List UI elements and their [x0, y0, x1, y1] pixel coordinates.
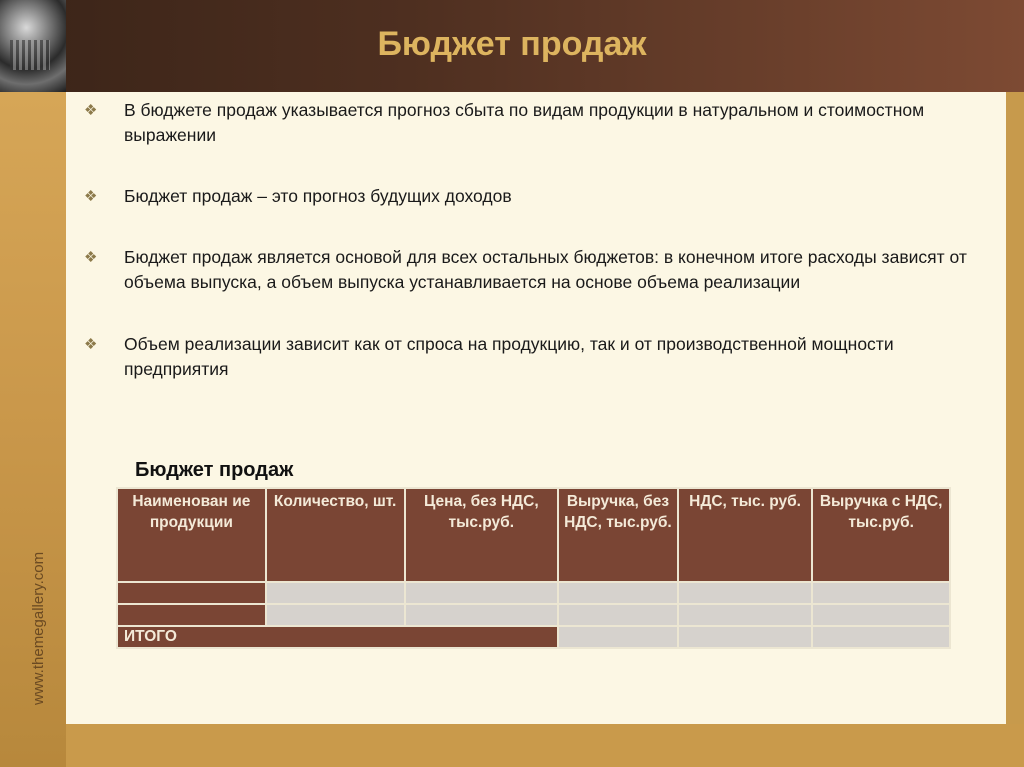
table-cell — [266, 582, 405, 604]
bullet-text: Бюджет продаж – это прогноз будущих доходов — [124, 186, 512, 206]
table-cell — [678, 582, 813, 604]
column-header: Цена, без НДС, тыс.руб. — [405, 488, 559, 582]
total-label: ИТОГО — [117, 626, 558, 648]
table-cell — [558, 604, 678, 626]
bullet-text: Бюджет продаж является основой для всех остальных бюджетов: в конечном итоге расходы зависят от объема выпуска, а объем выпуска устанавливается на основе объема реализации — [124, 247, 967, 292]
bullet-list — [84, 98, 984, 382]
slide-title: Бюджет продаж — [377, 25, 647, 63]
bullet-item — [84, 184, 984, 209]
table-cell — [678, 626, 813, 648]
table-cell — [558, 626, 678, 648]
table-row — [117, 582, 950, 604]
bullet-item — [84, 98, 984, 148]
table-cell — [678, 604, 813, 626]
table-total-row — [117, 626, 950, 648]
bullet-text: Объем реализации зависит как от спроса на продукцию, так и от производственной мощности предприятия — [124, 334, 894, 379]
column-header: Наименован ие продукции — [117, 488, 266, 582]
budget-table — [116, 487, 951, 649]
diamond-bullet-icon: ❖ — [84, 102, 98, 119]
column-header: Количество, шт. — [266, 488, 405, 582]
watermark: www.themegallery.com — [30, 551, 47, 705]
diamond-bullet-icon: ❖ — [84, 188, 98, 205]
table-cell — [266, 604, 405, 626]
right-band — [1006, 92, 1024, 767]
table-cell — [812, 604, 950, 626]
bullet-text: В бюджете продаж указывается прогноз сбыта по видам продукции в натуральном и стоимостном выражении — [124, 100, 925, 145]
table-header-row — [117, 488, 950, 582]
table-cell — [812, 626, 950, 648]
table-title: Бюджет продаж — [135, 459, 294, 481]
bullet-item — [84, 332, 984, 382]
diamond-bullet-icon: ❖ — [84, 336, 98, 353]
table-cell — [558, 582, 678, 604]
table-row — [117, 604, 950, 626]
table-cell — [812, 582, 950, 604]
diamond-bullet-icon: ❖ — [84, 249, 98, 266]
column-header: Выручка с НДС, тыс.руб. — [812, 488, 950, 582]
column-header: Выручка, без НДС, тыс.руб. — [558, 488, 678, 582]
bottom-band — [66, 724, 1024, 767]
table-cell — [405, 604, 559, 626]
table-cell — [117, 604, 266, 626]
table-cell — [405, 582, 559, 604]
table-cell — [117, 582, 266, 604]
bullet-item — [84, 245, 984, 295]
column-header: НДС, тыс. руб. — [678, 488, 813, 582]
